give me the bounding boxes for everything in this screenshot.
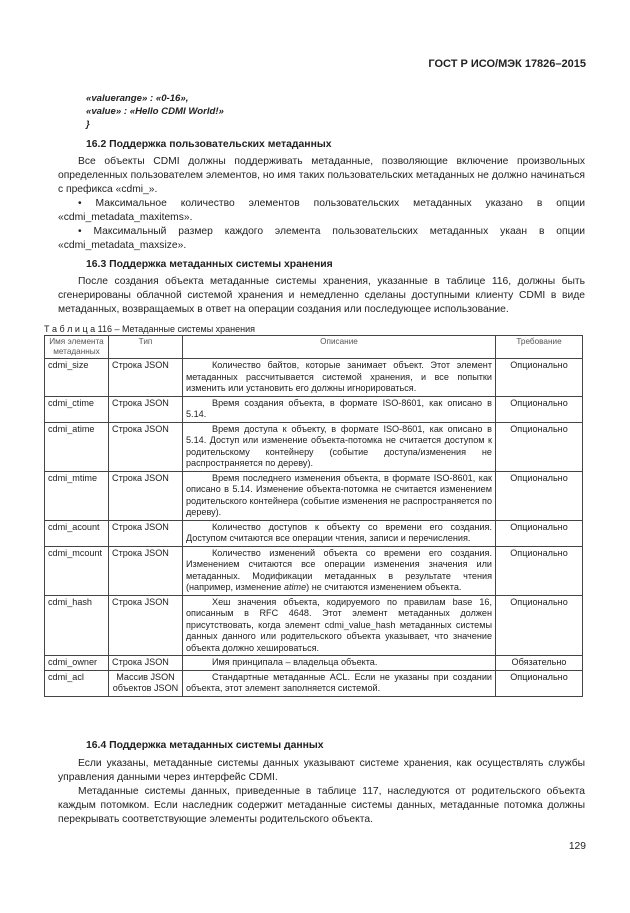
cell-type: Строка JSON <box>109 546 183 595</box>
cell-description: Время создания объекта, в формате ISO-8601, как описано в 5.14. <box>183 396 496 422</box>
paragraph: Метаданные системы данных, приведенные в таблице 117, наследуются от родительского объекта каждым потомком. Если наследник содержит метаданные системы данных, метаданные потомка должны перекрывать соответствующие элементы родительского объекта. <box>58 786 585 825</box>
cell-requirement: Опционально <box>496 546 583 595</box>
section-heading-16-2: 16.2 Поддержка пользовательских метаданных <box>86 139 332 150</box>
table-row <box>45 471 583 520</box>
code-line: «value» : «Hello CDMI World!» <box>86 106 224 117</box>
cell-name: cdmi_mtime <box>45 471 109 520</box>
cell-type: Строка JSON <box>109 656 183 671</box>
cell-description: Количество доступов к объекту со времени его создания. Доступом считаются все операции чтения, записи и перечисления. <box>183 520 496 546</box>
table-row <box>45 656 583 671</box>
table-row <box>45 359 583 397</box>
cell-description: Хеш значения объекта, кодируемого по правилам base 16, описанным в RFC 4648. Этот элемент метаданных должен присутствовать, когда элемент cdmi_value_hash метаданных системы данных данного или родительского объекта указывает, что значение объекта должно хешироваться. <box>183 595 496 656</box>
table-row <box>45 670 583 696</box>
table-row <box>45 422 583 471</box>
cell-type: Строка JSON <box>109 471 183 520</box>
cell-name: cdmi_size <box>45 359 109 397</box>
section-heading-16-3: 16.3 Поддержка метаданных системы хранения <box>86 259 333 270</box>
cell-requirement: Опционально <box>496 520 583 546</box>
cell-description: Время последнего изменения объекта, в формате ISO-8601, как описано в 5.14. Изменение объекта-потомка не считается изменением родительского контейнера (событие изменения не распространяется по дереву). <box>183 471 496 520</box>
cell-description: Стандартные метаданные ACL. Если не указаны при создании объекта, этот элемент заполняется системой. <box>183 670 496 696</box>
cell-requirement: Обязательно <box>496 656 583 671</box>
table-row <box>45 396 583 422</box>
table-row <box>45 520 583 546</box>
paragraph: Если указаны, метаданные системы данных указывают системе хранения, как осуществлять службы управления данными через интерфейс CDMI. <box>58 758 585 783</box>
cell-name: cdmi_owner <box>45 656 109 671</box>
column-header: Имя элемента метаданных <box>45 336 109 359</box>
document-header: ГОСТ Р ИСО/МЭК 17826–2015 <box>428 58 586 70</box>
cell-requirement: Опционально <box>496 359 583 397</box>
cell-type: Строка JSON <box>109 422 183 471</box>
cell-description: Количество изменений объекта со времени его создания. Изменением считаются все операции изменения значения или метаданных. Модификации метаданных в результате чтения (например, изменение atime) не считаются изменением объекта. <box>183 546 496 595</box>
code-line: «valuerange» : «0-16», <box>86 93 189 104</box>
cell-name: cdmi_acl <box>45 670 109 696</box>
cell-type: Строка JSON <box>109 359 183 397</box>
cell-requirement: Опционально <box>496 471 583 520</box>
cell-description: Количество байтов, которые занимает объект. Этот элемент метаданных рассчитывается системой хранения, и все попытки изменить или установить его должны игнорироваться. <box>183 359 496 397</box>
cell-type: Массив JSON объектов JSON <box>109 670 183 696</box>
cell-requirement: Опционально <box>496 422 583 471</box>
cell-type: Строка JSON <box>109 520 183 546</box>
column-header: Тип <box>109 336 183 359</box>
column-header: Описание <box>183 336 496 359</box>
bullet-item: • Максимальный размер каждого элемента пользовательских метаданных укаан в опции «cdmi_metadata_maxsize». <box>58 226 585 251</box>
cell-description: Имя принципала – владельца объекта. <box>183 656 496 671</box>
column-header: Требование <box>496 336 583 359</box>
cell-name: cdmi_acount <box>45 520 109 546</box>
bullet-item: • Максимальное количество элементов пользовательских метаданных указано в опции «cdmi_metadata_maxitems». <box>58 198 585 223</box>
section-heading-16-4: 16.4 Поддержка метаданных системы данных <box>86 740 324 751</box>
cell-type: Строка JSON <box>109 595 183 656</box>
metadata-table <box>44 335 583 697</box>
table-caption: Т а б л и ц а 116 – Метаданные системы хранения <box>44 324 256 334</box>
paragraph: Все объекты CDMI должны поддерживать метаданные, позволяющие включение произвольных определенных пользователем элементов, но имя таких пользовательских метаданных не должно начинаться с префикса «cdmi_». <box>58 156 585 195</box>
table-row <box>45 595 583 656</box>
cell-requirement: Опционально <box>496 595 583 656</box>
cell-name: cdmi_atime <box>45 422 109 471</box>
cell-description: Время доступа к объекту, в формате ISO-8601, как описано в 5.14. Доступ или изменение объекта-потомка не считается доступом к родительскому контейнеру (событие доступа/изменения не распространяется по дереву). <box>183 422 496 471</box>
cell-requirement: Опционально <box>496 396 583 422</box>
cell-type: Строка JSON <box>109 396 183 422</box>
cell-name: cdmi_mcount <box>45 546 109 595</box>
cell-requirement: Опционально <box>496 670 583 696</box>
cell-name: cdmi_hash <box>45 595 109 656</box>
paragraph: После создания объекта метаданные системы хранения, указанные в таблице 116, должны быть сгенерированы облачной системой хранения и немедленно сделаны доступными клиенту CDMI в виде метаданных, возвращаемых в ответ на операции создания или последующее использование. <box>58 276 585 315</box>
cell-name: cdmi_ctime <box>45 396 109 422</box>
table-header-row <box>45 336 583 359</box>
table-row <box>45 546 583 595</box>
code-line: } <box>86 119 90 130</box>
page-number: 129 <box>568 841 586 852</box>
